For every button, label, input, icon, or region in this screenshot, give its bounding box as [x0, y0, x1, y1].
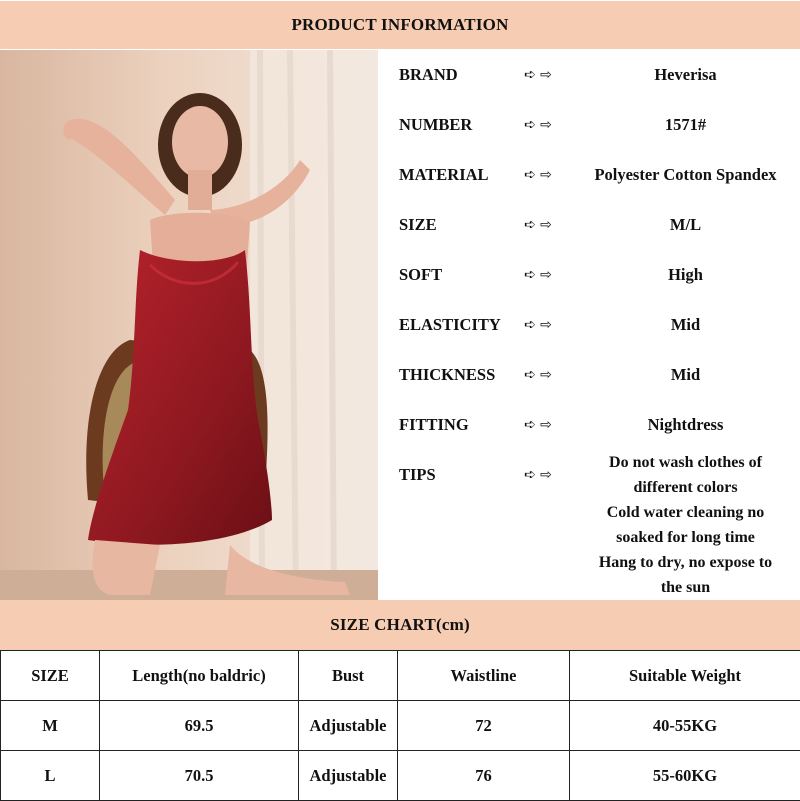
tips-line: Cold water cleaning no [571, 500, 800, 525]
info-value: 1571# [571, 100, 800, 150]
product-information-header [0, 1, 800, 49]
tips-line: Do not wash clothes of [571, 450, 800, 475]
table-cell: M [1, 701, 100, 751]
column-header: SIZE [1, 651, 100, 701]
info-value: Polyester Cotton Spandex [571, 150, 800, 200]
table-cell: 55-60KG [570, 751, 800, 801]
table-cell: 70.5 [100, 751, 299, 801]
table-cell: 76 [398, 751, 570, 801]
info-value: Nightdress [571, 400, 800, 450]
table-cell: 69.5 [100, 701, 299, 751]
arrow-icon: ➪ ⇨ [524, 200, 552, 250]
info-row-soft [378, 250, 800, 300]
arrow-icon: ➪ ⇨ [524, 150, 552, 200]
arrow-icon: ➪ ⇨ [524, 450, 552, 500]
info-label: MATERIAL [399, 150, 489, 200]
table-cell: 40-55KG [570, 701, 800, 751]
arrow-icon: ➪ ⇨ [524, 50, 552, 100]
column-header: Waistline [398, 651, 570, 701]
arrow-icon: ➪ ⇨ [524, 400, 552, 450]
size-chart-title: SIZE CHART(cm) [330, 615, 470, 635]
info-row-elasticity [378, 300, 800, 350]
info-value: Mid [571, 350, 800, 400]
product-photo [0, 50, 378, 600]
info-value: Mid [571, 300, 800, 350]
info-value: Heverisa [571, 50, 800, 100]
size-chart-table [0, 650, 800, 801]
info-row-fitting [378, 400, 800, 450]
column-header: Bust [299, 651, 398, 701]
tips-line: Hang to dry, no expose to [571, 550, 800, 575]
info-row-thickness [378, 350, 800, 400]
product-info-list [378, 50, 800, 600]
arrow-icon: ➪ ⇨ [524, 350, 552, 400]
table-cell: L [1, 751, 100, 801]
info-label: FITTING [399, 400, 469, 450]
table-header-row [1, 651, 800, 701]
info-label: BRAND [399, 50, 458, 100]
tips-line: the sun [571, 575, 800, 600]
info-label: NUMBER [399, 100, 472, 150]
table-cell: Adjustable [299, 701, 398, 751]
info-label: SOFT [399, 250, 442, 300]
tips-line: soaked for long time [571, 525, 800, 550]
info-row-number [378, 100, 800, 150]
info-label: TIPS [399, 450, 436, 500]
table-cell: Adjustable [299, 751, 398, 801]
info-value: M/L [571, 200, 800, 250]
info-label: SIZE [399, 200, 437, 250]
column-header: Suitable Weight [570, 651, 800, 701]
info-label: ELASTICITY [399, 300, 501, 350]
table-row [1, 701, 800, 751]
product-information-title: PRODUCT INFORMATION [291, 15, 508, 35]
tips-text [571, 450, 800, 600]
info-row-material [378, 150, 800, 200]
arrow-icon: ➪ ⇨ [524, 300, 552, 350]
info-value: High [571, 250, 800, 300]
info-row-size [378, 200, 800, 250]
info-row-brand [378, 50, 800, 100]
info-label: THICKNESS [399, 350, 495, 400]
table-cell: 72 [398, 701, 570, 751]
size-chart-header [0, 600, 800, 650]
arrow-icon: ➪ ⇨ [524, 250, 552, 300]
arrow-icon: ➪ ⇨ [524, 100, 552, 150]
table-row [1, 751, 800, 801]
tips-line: different colors [571, 475, 800, 500]
column-header: Length(no baldric) [100, 651, 299, 701]
